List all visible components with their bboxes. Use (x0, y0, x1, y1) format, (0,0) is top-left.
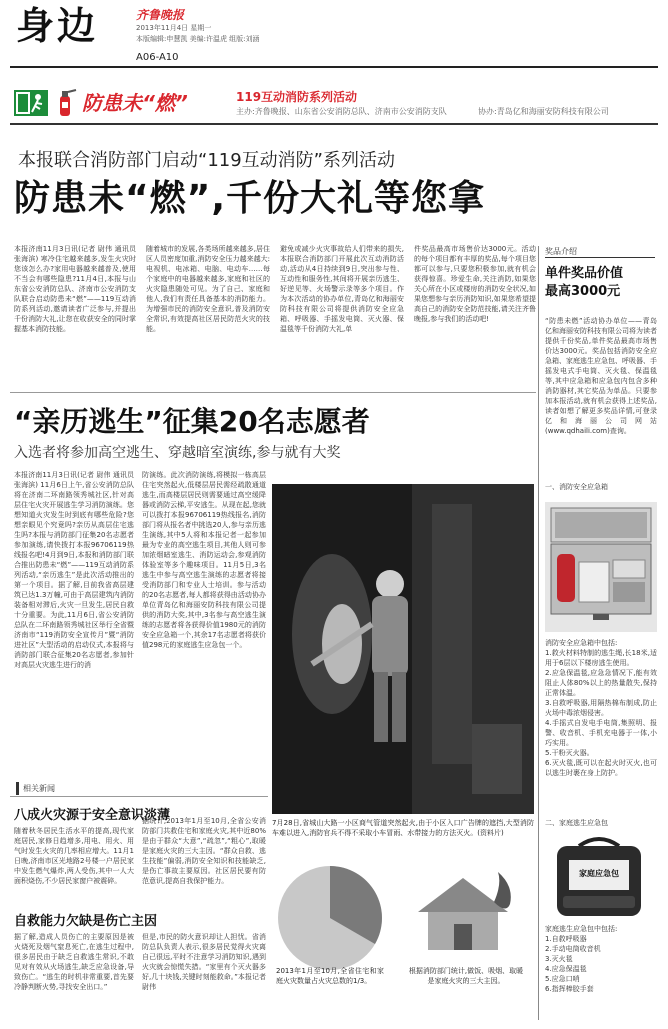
campaign-title: 119互动消防系列活动 (236, 90, 358, 104)
page-range: A06-A10 (136, 52, 179, 63)
related-headline-2: 自救能力欠缺是伤亡主因 (14, 914, 158, 929)
related-rule (10, 796, 268, 797)
volunteer-subhead: 入选者将参加高空逃生、穿越暗室演练,参与就有大奖 (14, 445, 341, 461)
related-column-1: 随着秋冬居民生活水平的提高,现代家庭居民,家修日趋增多,用电、用火、用气时发生火灾的几率相应增大。11月1日晚,济南市区光地路2号楼一户居民家中发生燃气爆炸,两人受伤,其中一人大面积烧伤,不少居民家窗户被震碎。 (14, 827, 134, 885)
fire-extinguisher-icon (52, 88, 78, 118)
issue-date: 2013年11月4日 星期一 (136, 24, 212, 32)
campaign-partner: 协办:青岛亿和海丽安防科技有限公司 (478, 107, 609, 116)
icon-caption: 根据消防部门统计,做饭、吸烟、取暖是家庭火灾的三大主因。 (408, 967, 524, 985)
campaign-hosts: 主办:齐鲁晚报、山东省公安消防总队、济南市公安消防支队 (236, 107, 447, 116)
prize-item1-caption: 消防安全应急箱中包括: 1.救火材料特制的逃生绳,长18米,适用于6层以下楼房逃生使用。 2.应急保温毯,应急急情况下,能有效阻止人体80%以上的热量散失,保持正常体温。 3.自救呼吸器,用隔热棉布制成,防止火场中毒浓烟侵害。 4.手摇式自发电手电筒,集照明、报警、收音机、手机充电器于一体,小巧实用。 5.干粉灭火器。 6.灭火毯,既可以在起火时灭火,也可以逃生时裹在身上防护。 (545, 639, 657, 777)
pie-caption: 2013年1月至10月,全省住宅和家庭火灾数量占火灾总数的1/3。 (276, 967, 384, 985)
related-headline-1: 八成火灾源于安全意识淡薄 (14, 808, 171, 823)
prize-item2-label: 二、家庭逃生应急包 (545, 819, 608, 827)
related-column-4: 但是,市民的防火意识却让人担忧。省消防总队负责人表示,很多居民觉得火灾离自己很远,平时不注意学习消防知识,遇到火灾就会惊慌失措。“家里有个灭火器多好,几十块钱,关键时刻能救命。”本报记者 尉伟 (142, 933, 266, 991)
campaign-emblem: 防患未“燃” (82, 91, 188, 115)
prize-headline-line2: 最高3000元 (545, 284, 621, 299)
volunteer-headline: “亲历逃生”征集20名志愿者 (14, 405, 370, 438)
lead-column-3: 避免或减少火灾事故给人们带来的损失,本报联合消防部门开展此次互动消防活动,活动从4日持续到9日,突出参与性、互动性和服务性,其间将开展亲历逃生、好逆见等、火场警示录等多个项目。作为本次活动的协办单位,青岛亿和海丽安防科技有限公司将提供消防安全应急箱、呼吸器、手摇发电筒、灭火器、保温毯等千份消防大礼,单 (280, 245, 404, 333)
campaign-banner (10, 86, 658, 120)
related-label: 相关新闻 (16, 782, 59, 795)
house-fire-icon (398, 872, 528, 952)
lead-bottom-rule (10, 392, 536, 393)
masthead-divider (10, 66, 658, 68)
emergency-bag-photo (549, 836, 649, 920)
prize-item2-caption: 家庭逃生应急包中包括: 1.自救呼吸器 2.手动电筒收音机 3.灭火毯 4.应急保温毯 5.应急口哨 6.指挥棒胶手套 (545, 925, 618, 993)
lead-headline: 防患未“燃”,千份大礼等您拿 (14, 178, 485, 219)
exit-sign-icon (14, 90, 48, 116)
volunteer-column-2: 防演练。此次消防演练,将模拟一栋高层住宅突然起火,低楼层居民需经疏散通道逃生,而高楼层居民则需要通过高空缓降器或消防云梯,平安逃生。从现在起,您就可以拨打本报96706119热线报名,消防部门将从报名者中挑选20人,参与亲历逃生演练,其中5人将和本报记者一起参加最为专业的高空逃生项目,其他人则可参加浓烟暗室逃生、消防运动会,参观消防体验室等多个趣味项目。11月5日,3名逃生中参与高空逃生演练的志愿者将接受消防部门和专业人士培训。参与活动的20名志愿者,每人都将获得由活动协办单位青岛亿和海丽安防科技有限公司提供的消防大奖,其中,3名参与高空逃生演练的志愿者将各获得价值1980元的消防安全应急箱一个,其余17名志愿者将获价值298元的家庭逃生应急包一个。 (142, 471, 266, 649)
lead-column-4: 件奖品最高市场售价达3000元。活动的每个项目都有丰厚的奖品,每个项目您都可以参与,只要您积极参加,就有机会获得惊喜。珍爱生命,关注消防,如果您关心所在小区或楼房的消防安全状况,如果您想参与亲历消防知识,如果您希望提高自己的消防安全防范技能,请关注齐鲁晚报,参与我们的活动吧! (414, 245, 536, 323)
prize-section-label: 奖品介绍 (545, 246, 655, 258)
section-title: 身边 (16, 4, 99, 48)
related-column-2: 据统计,2013年1月至10月,全省公安消防部门共救住宅和家庭火灾,其中近80%是由于群众“大意”,“疏忽”,“粗心”,取暖是家庭火灾的三大主因。“群众自救、逃生技能”偏弱,消防安全知识和技能缺乏,是伤亡事故主要原因。社区居民要有防范意识,提高自我保护能力。 (142, 817, 266, 885)
related-column-3: 据了解,造成人员伤亡的主要原因是被火烧死及烟气窒息死亡,在逃生过程中,很多居民由于缺乏自救逃生常识,不敢见对有效从火场逃生,缺乏应急设备,导致伤亡。“逃生的时机非常重要,首先要冷静判断火势,寻找安全出口。” (14, 933, 134, 991)
lead-column-2: 随着城市的发展,各类场所越来越多,居住区人员密度加重,消防安全压力越来越大:电视机、电冰箱、电脑、电动车……每个家庭中的电器越来越多,家庭和社区的火灾隐患随处可见。为了自己、家庭和他人,我们有责任具备基本的消防能力。为增强市民的消防安全意识,普及消防安全常识,有效提高社区居民防范火灾的技能。 (146, 245, 270, 333)
prize-headline-line1: 单件奖品价值 (545, 266, 624, 281)
banner-rule (10, 123, 658, 125)
newspaper-logo: 齐鲁晚报 (136, 8, 185, 22)
emergency-kit-photo (545, 502, 657, 632)
emergency-bag-label: 家庭应急包 (579, 869, 619, 878)
lead-column-1: 本报济南11月3日讯(记者 尉伟 通讯员 张海滨) 寒冷住宅越来越多,发生火灾时您该怎么办?家用电器越来越普及,使用不当会有哪些隐患?11月4日,本报与山东省公安消防总队、济南市公安消防支队联合启动防患未“燃”——119互动消防系列活动,邀请读者广泛参与,并提出千份消防大礼,让您在收获安全的同时掌握基本消防技能。 (14, 245, 136, 333)
photo-caption: 7月28日,省城山大路一小区商气管道突然起火,由于小区入口广告牌的遮挡,大型消防车难以进入,消防官兵不得不采取小车冒雨、水带接力的方法灭火。(资料片) (272, 819, 534, 837)
prize-intro: “防患未燃”活动协办单位——青岛亿和海丽安防科技有限公司将为读者提供千份奖品,单件奖品最高市场售价达3000元。奖品包括消防安全应急箱、家庭逃生应急包、呼吸器、手摇发电式手电筒、灭火毯、保温毯等,其中应急箱和应急包内包含多种消防器材,其它奖品为单品。只要参加本报活动,就有机会获得上述奖品,读者如想了解更多奖品详情,可登录亿和海丽公司网站(www.qdhaili.com)查询。 (545, 317, 657, 435)
volunteer-column-1: 本报济南11月3日讯(记者 尉伟 通讯员 张海滨) 11月6日上午,省公安消防总队将在济南二环南路领秀城社区,针对高层住宅火灾开展逃生学习消防演练。您想知道火灾发生时到底有哪些危险?您想亲眼见个究竟吗?亲历从高层住宅逃生吗?本报与消防部门征集20名志愿者参加演练,请快拨打本报96706119热线报名吧!4月到9日,本报和消防部门联合推出防患未“燃”——119互动消防系列活动,“亲历逃生”是此次活动推出的第一个项目。据了解,目前我省高层建筑已达1.3万幢,可由于高层建筑内消防装备相对滞后,火灾一旦发生,居民自救十分重要。为此,11月6日,省公安消防总队在二环南路领秀城社区举行全省暨济南市“119消防安全宣传月”暨“消防进社区”大型活动的启动仪式,本报将与消防部门联合征集20名志愿者,参加针对高层火灾逃生进行的消 (14, 471, 134, 669)
fire-share-pie-graphic (270, 858, 390, 978)
prize-item1-label: 一、消防安全应急箱 (545, 483, 608, 491)
prize-sidebar (538, 246, 663, 1020)
firefighter-photo (272, 484, 534, 814)
editor-credits: 本版编辑:申慧凯 美编:许温虎 组版:刘涵 (136, 35, 260, 43)
lead-kicker: 本报联合消防部门启动“119互动消防”系列活动 (18, 150, 396, 171)
